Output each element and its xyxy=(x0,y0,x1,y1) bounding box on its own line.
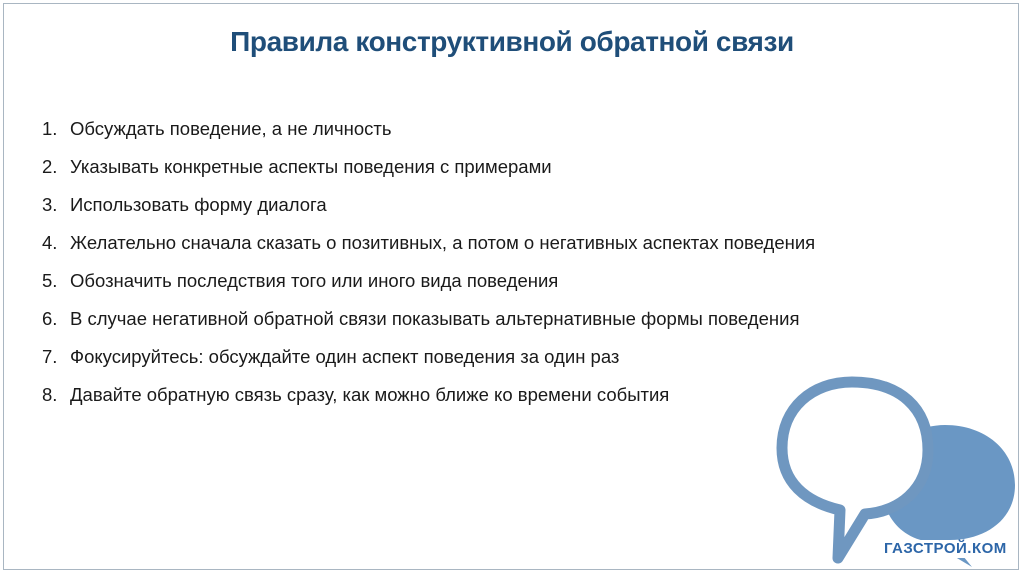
list-item-number: 2. xyxy=(42,156,58,177)
list-item-text: Фокусируйтесь: обсуждайте один аспект поведения за один раз xyxy=(70,346,620,367)
list-item-number: 4. xyxy=(42,232,58,253)
rules-list xyxy=(42,110,972,414)
list-item-text: Обсуждать поведение, а не личность xyxy=(70,118,392,139)
list-item-number: 7. xyxy=(42,346,58,367)
list-item-number: 6. xyxy=(42,308,58,329)
list-item-number: 1. xyxy=(42,118,58,139)
list-item xyxy=(42,262,972,300)
list-item xyxy=(42,110,972,148)
list-item-text: Указывать конкретные аспекты поведения с примерами xyxy=(70,156,552,177)
list-item xyxy=(42,148,972,186)
list-item-number: 3. xyxy=(42,194,58,215)
list-item-text: В случае негативной обратной связи показывать альтернативные формы поведения xyxy=(70,308,800,329)
list-item xyxy=(42,186,972,224)
list-item xyxy=(42,300,972,338)
list-item-text: Желательно сначала сказать о позитивных, а потом о негативных аспектах поведения xyxy=(70,232,816,253)
list-item-number: 5. xyxy=(42,270,58,291)
list-item-text: Давайте обратную связь сразу, как можно ближе ко времени события xyxy=(70,384,670,405)
list-item-text: Обозначить последствия того или иного вида поведения xyxy=(70,270,559,291)
company-logo xyxy=(770,370,1020,570)
list-item xyxy=(42,224,972,262)
logo-text: ГАЗСТРОЙ.КОМ xyxy=(884,540,1007,557)
list-item-number: 8. xyxy=(42,384,58,405)
list-item-text: Использовать форму диалога xyxy=(70,194,327,215)
slide-title: Правила конструктивной обратной связи xyxy=(230,26,794,57)
